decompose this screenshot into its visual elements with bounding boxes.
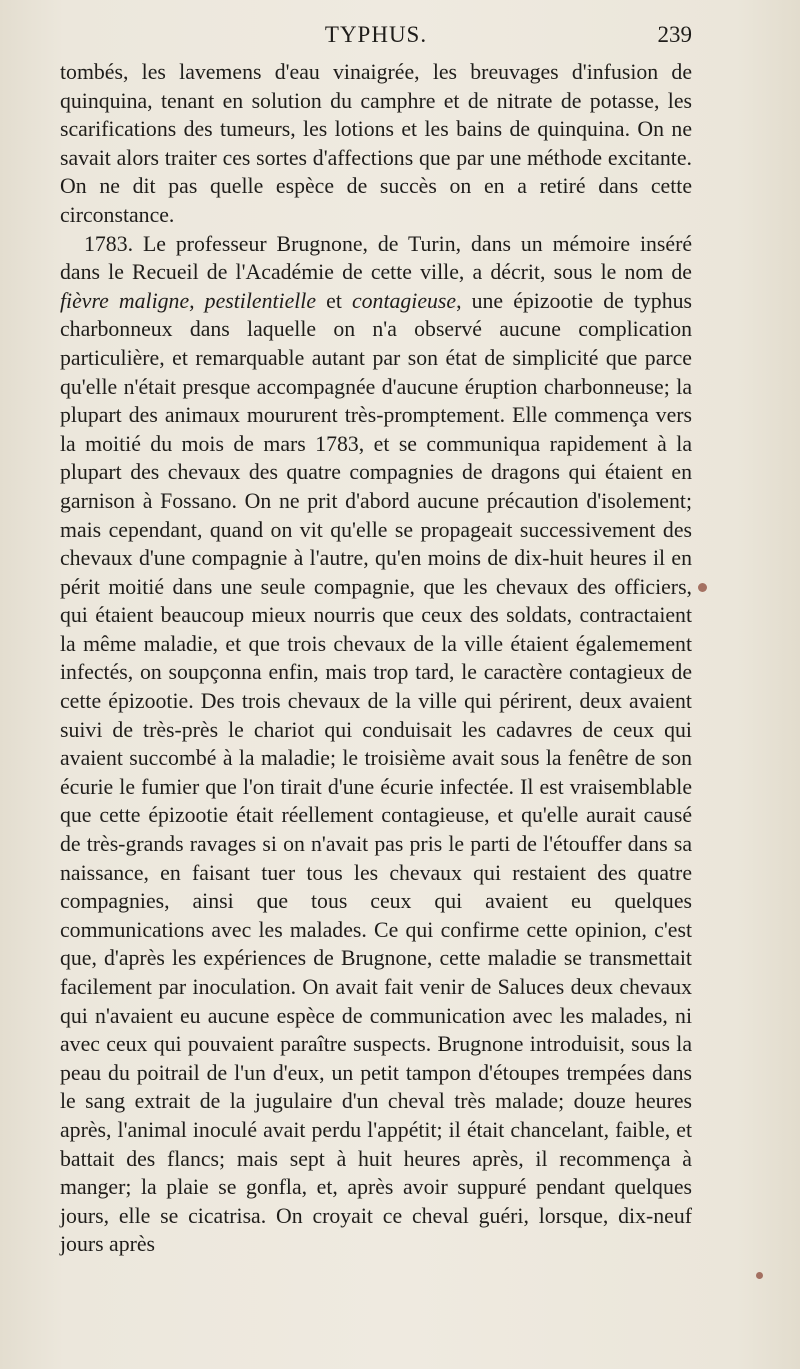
ink-speck [756, 1272, 763, 1279]
paragraph-1783 [60, 230, 692, 1259]
paragraph-continuation: tombés, les lavemens d'eau vinaigrée, les breuvages d'infusion de quinquina, tenant en solution du camphre et de nitrate de potasse, les scarifications des tumeurs, les lotions et les bains de quinquina. On ne savait alors traiter ces sortes d'affections que par une méthode excitante. On ne dit pas quelle espèce de succès on en a retiré dans cette circonstance. [60, 60, 692, 227]
paragraph-1783-conj: et [316, 288, 352, 313]
paragraph-1783-rest: , une épizootie de typhus charbonneux dans laquelle on n'a observé aucune complication particulière, et remarquable autant par son état de simplicité que parce qu'elle n'était presque accompagnée d'aucune éruption charbonneuse; la plupart des animaux moururent très-promptement. Elle commença vers la moitié du mois de mars 1783, et se communiqua rapidement à la plupart des chevaux des quatre compagnies de dragons qui étaient en garnison à Fossano. On ne prit d'abord aucune précaution d'isolement; mais cependant, quand on vit qu'elle se propageait successivement des chevaux d'une compagnie à l'autre, qu'en moins de dix-huit heures il en périt moitié dans une seule compagnie, que les chevaux des officiers, qui étaient beaucoup mieux nourris que ceux des soldats, contractaient la même maladie, et que trois chevaux de la ville étaient égalemement infectés, on soupçonna enfin, mais trop tard, le caractère contagieux de cette épizootie. Des trois chevaux de la ville qui périrent, deux avaient suivi de très-près le chariot qui conduisait les cadavres de ceux qui avaient succombé à la maladie; le troisième avait sous la fenêtre de son écurie le fumier que l'on tirait d'une écurie infectée. Il est vraisemblable que cette épizootie était réellement contagieuse, et qu'elle aurait causé de très-grands ravages si on n'avait pas pris le parti de l'étouffer dans sa naissance, en faisant tuer tous les chevaux qui restaient des quatre compagnies, ainsi que tous ceux qui avaient eu quelques communications avec les malades. Ce qui confirme cette opinion, c'est que, d'après les expériences de Brugnone, cette maladie se transmettait facilement par inoculation. On avait fait venir de Saluces deux chevaux qui n'avaient eu aucune espèce de communication avec les malades, ni avec ceux qui pouvaient paraître suspects. Brugnone introduisit, sous la peau du poitrail de l'un d'eux, un petit tampon d'étoupes trempées dans le sang extrait de la jugulaire d'un cheval très malade; douze heures après, l'animal inoculé avait perdu l'appétit; il était chancelant, faible, et battait des flancs; mais sept à huit heures après, il recommença à manger; la plaie se gonfla, et, après avoir suppuré pendant quelques jours, elle se cicatrisa. On croyait ce cheval guéri, lorsque, dix-neuf jours après [60, 288, 692, 1257]
running-title: TYPHUS. [324, 22, 428, 47]
page-header [60, 22, 692, 56]
italic-disease-name: fièvre maligne, pestilentielle [60, 288, 317, 313]
ink-speck [698, 583, 707, 592]
page-number: 239 [657, 22, 692, 47]
body-text [60, 58, 692, 1259]
paragraph-1783-start: 1783. Le professeur Brugnone, de Turin, dans un mémoire inséré dans le Recueil de l'Académie de cette ville, a décrit, sous le nom de [60, 231, 692, 285]
italic-contagieuse: contagieuse [351, 288, 457, 313]
